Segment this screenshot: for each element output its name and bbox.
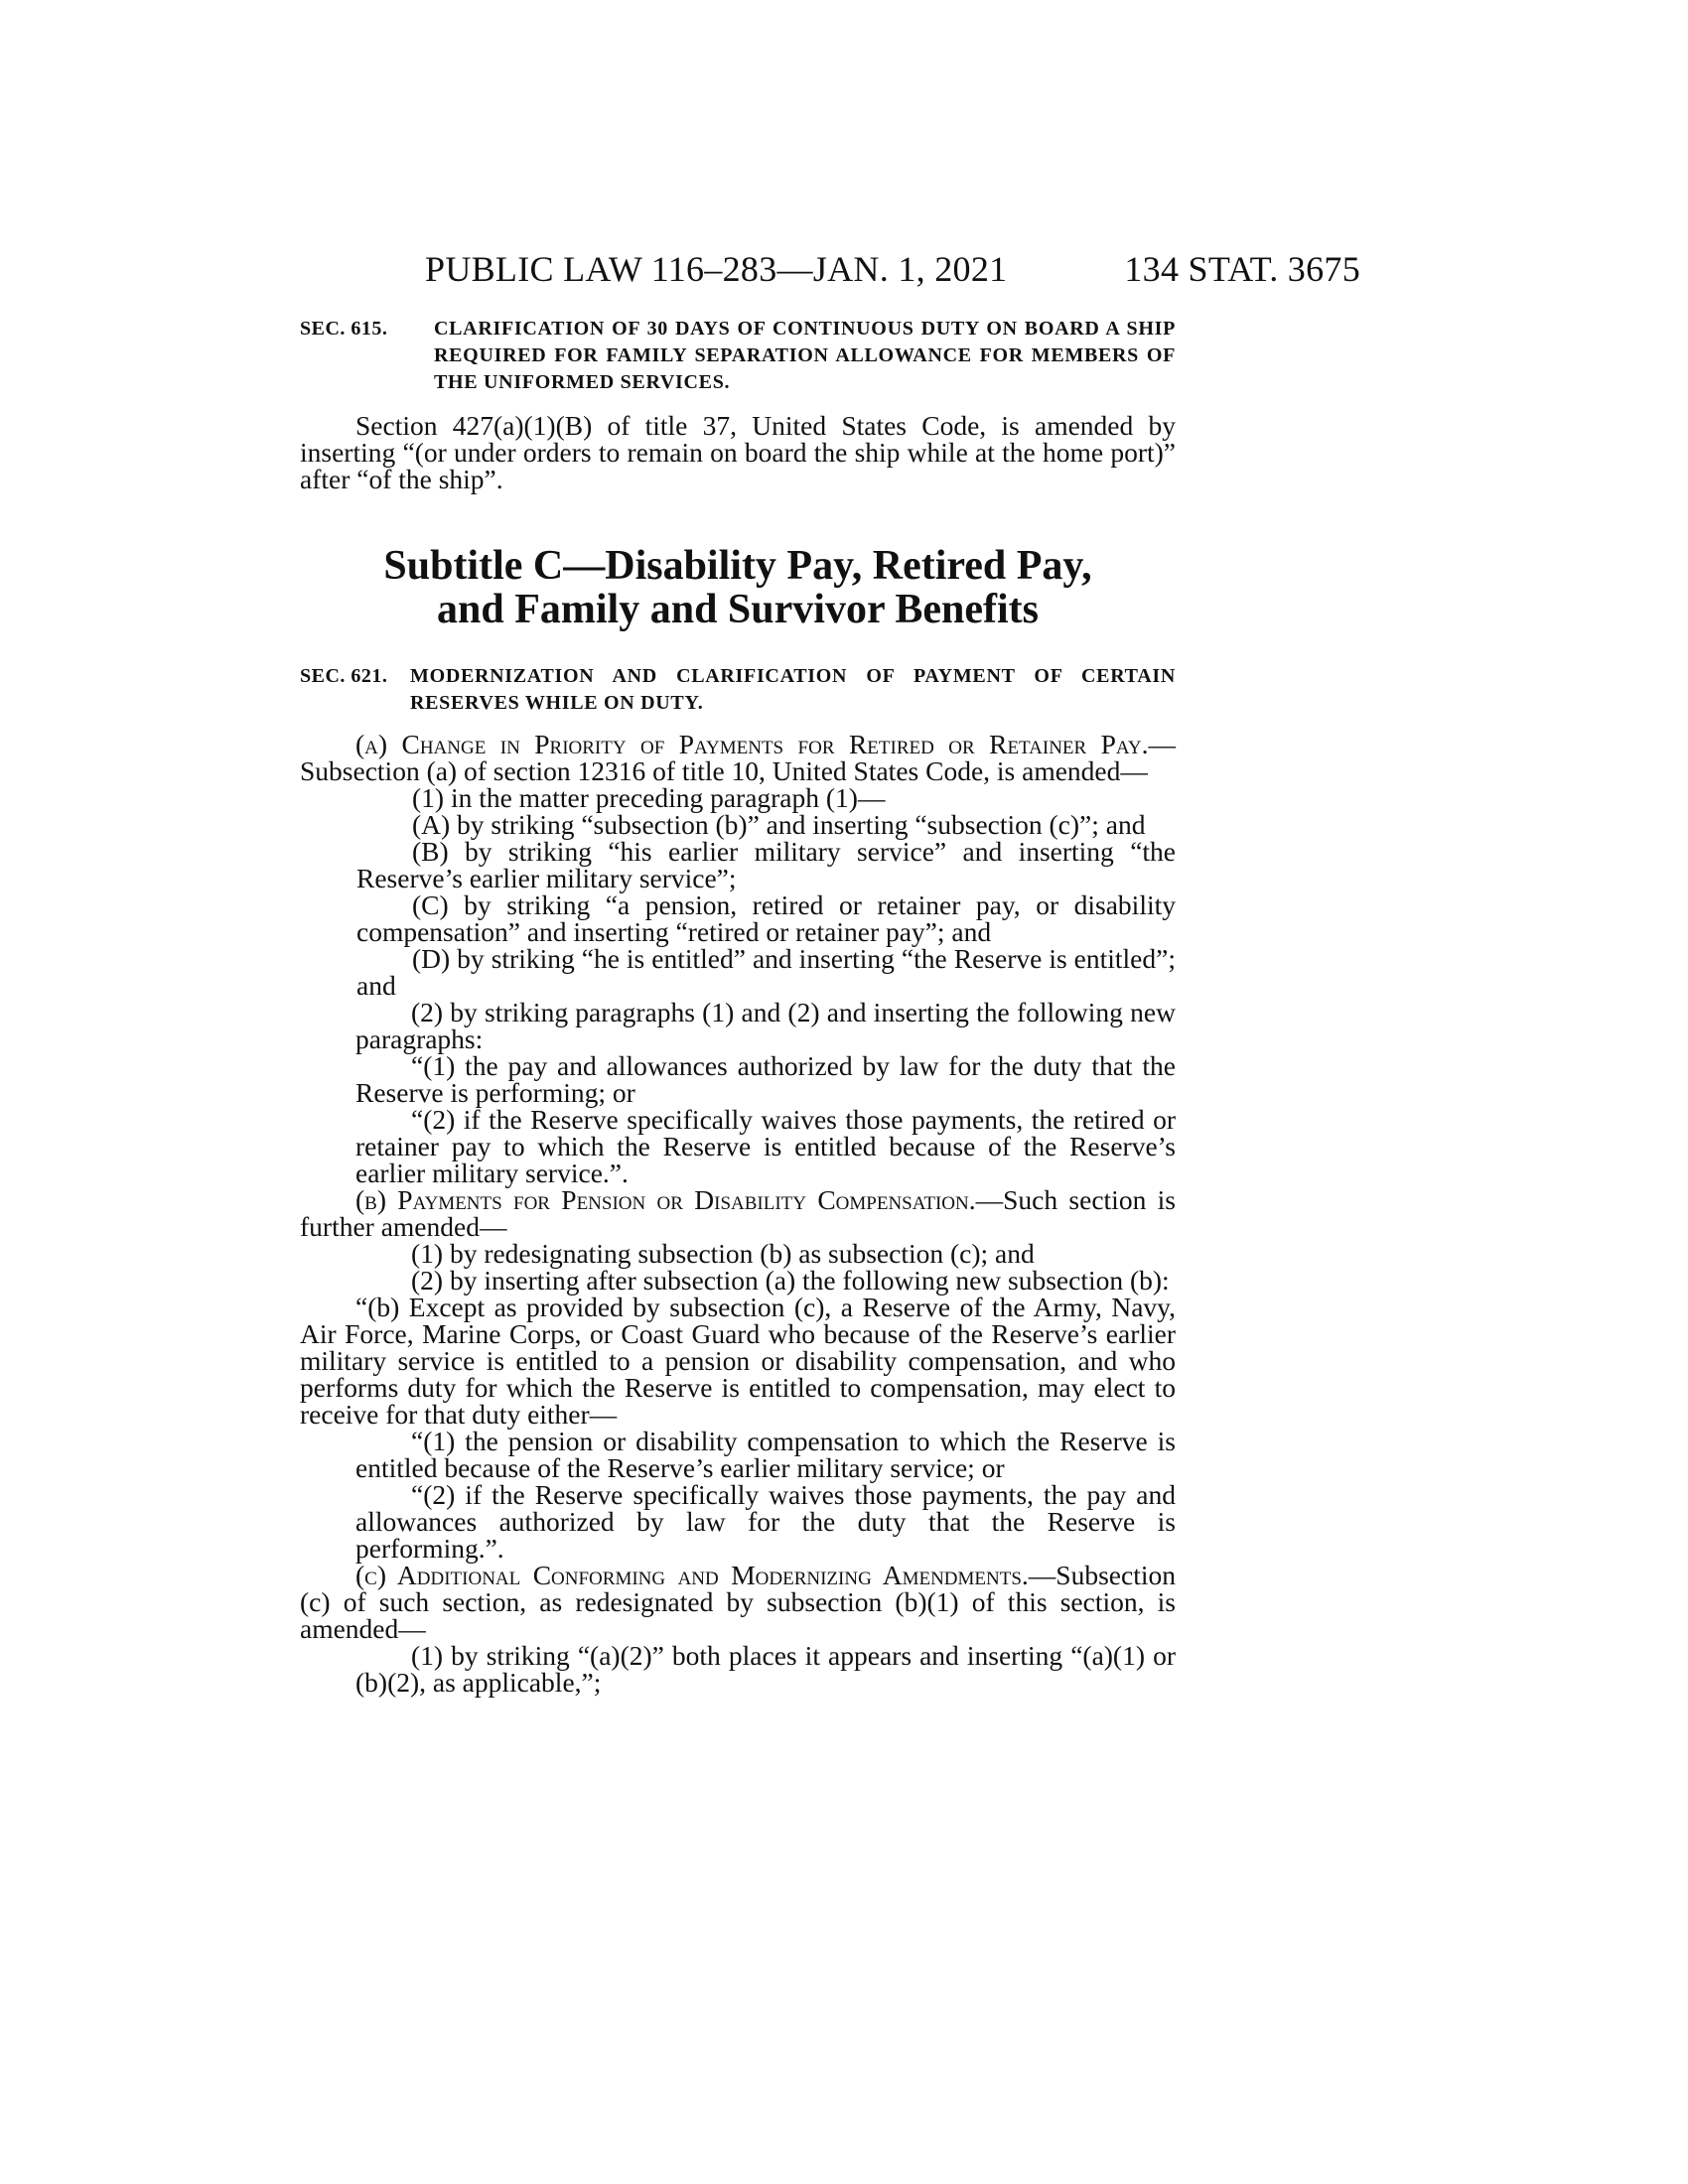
- subsection-a-heading: (a) Change in Priority of Payments for Retired or Retainer Pay.: [355, 729, 1149, 759]
- header-title: PUBLIC LAW 116–283—JAN. 1, 2021: [425, 249, 1008, 289]
- paragraph-a2: (2) by striking paragraphs (1) and (2) and inserting the following new paragraphs:: [355, 997, 1176, 1054]
- paragraph-b1: (1) by redesignating subsection (b) as subsection (c); and: [411, 1238, 1035, 1269]
- subsection-c-heading: (c) Additional Conforming and Modernizing Amendments.: [355, 1560, 1029, 1590]
- paragraph-a1B: (B) by striking “his earlier military service” and inserting “the Reserve’s earlier military service”;: [356, 836, 1176, 893]
- section-621-number: SEC. 621.: [300, 665, 388, 687]
- subsection-c-text: —Subsection (c) of such section, as redesignated by subsection (b)(1) of this section, is amended—: [300, 1560, 1176, 1644]
- quoted-paragraph-a1: “(1) the pay and allowances authorized by law for the duty that the Reserve is performing; or: [355, 1050, 1176, 1108]
- page-header: [298, 248, 1360, 294]
- subtitle-line-1: Subtitle C—Disability Pay, Retired Pay,: [383, 543, 1092, 589]
- quoted-subsection-b: “(b) Except as provided by subsection (c), a Reserve of the Army, Navy, Air Force, Marine Corps, or Coast Guard who because of the Reserve’s earlier military service is entitled to a pension or disability compensation, and who performs duty for which the Reserve is entitled to compensation, may elect to receive for that duty either—: [300, 1292, 1176, 1430]
- paragraph-b2: (2) by inserting after subsection (a) the following new subsection (b):: [411, 1265, 1170, 1296]
- subsection-c: [300, 1562, 1176, 1642]
- subtitle-block: [300, 544, 1176, 631]
- header-stat-page: 134 STAT. 3675: [1124, 249, 1360, 289]
- quoted-paragraph-b1: “(1) the pension or disability compensation to which the Reserve is entitled because of the Reserve’s earlier military service; or: [355, 1426, 1176, 1483]
- section-621-heading: [300, 663, 1176, 717]
- section-615-number: SEC. 615.: [300, 318, 388, 340]
- section-615-title: CLARIFICATION OF 30 DAYS OF CONTINUOUS DUTY ON BOARD A SHIP REQUIRED FOR FAMILY SEPARATION ALLOWANCE FOR MEMBERS OF THE UNIFORMED SERVICES.: [434, 318, 1176, 393]
- quoted-paragraph-a2: “(2) if the Reserve specifically waives those payments, the retired or retainer pay to which the Reserve is entitled because of the Reserve’s earlier military service.”.: [355, 1104, 1176, 1188]
- subsection-a-text: —Subsection (a) of section 12316 of title 10, United States Code, is amended—: [300, 729, 1176, 786]
- paragraph-a1A: (A) by striking “subsection (b)” and inserting “subsection (c)”; and: [412, 809, 1146, 840]
- subsection-b: [300, 1186, 1176, 1240]
- section-621: [300, 663, 1176, 1696]
- section-621-title: MODERNIZATION AND CLARIFICATION OF PAYMENT OF CERTAIN RESERVES WHILE ON DUTY.: [410, 665, 1176, 714]
- subsection-b-text: —Such section is further amended—: [300, 1184, 1176, 1242]
- quoted-paragraph-b2: “(2) if the Reserve specifically waives those payments, the pay and allowances authorized by law for the duty that the Reserve is performing.”.: [355, 1479, 1176, 1564]
- paragraph-c1: (1) by striking “(a)(2)” both places it appears and inserting “(a)(1) or (b)(2), as applicable,”;: [355, 1640, 1176, 1698]
- section-615: [300, 316, 1176, 492]
- subtitle-line-2: and Family and Survivor Benefits: [437, 587, 1039, 632]
- paragraph-a1D: (D) by striking “he is entitled” and inserting “the Reserve is entitled”; and: [356, 943, 1176, 1001]
- paragraph-a1C: (C) by striking “a pension, retired or retainer pay, or disability compensation” and inserting “retired or retainer pay”; and: [356, 889, 1176, 947]
- section-615-heading: [300, 316, 1176, 396]
- section-615-body: Section 427(a)(1)(B) of title 37, United States Code, is amended by inserting “(or under orders to remain on board the ship while at the home port)” after “of the ship”.: [300, 410, 1176, 494]
- subsection-a: [300, 731, 1176, 784]
- subsection-b-heading: (b) Payments for Pension or Disability Compensation.: [355, 1184, 976, 1215]
- paragraph-a1: (1) in the matter preceding paragraph (1)—: [412, 782, 886, 813]
